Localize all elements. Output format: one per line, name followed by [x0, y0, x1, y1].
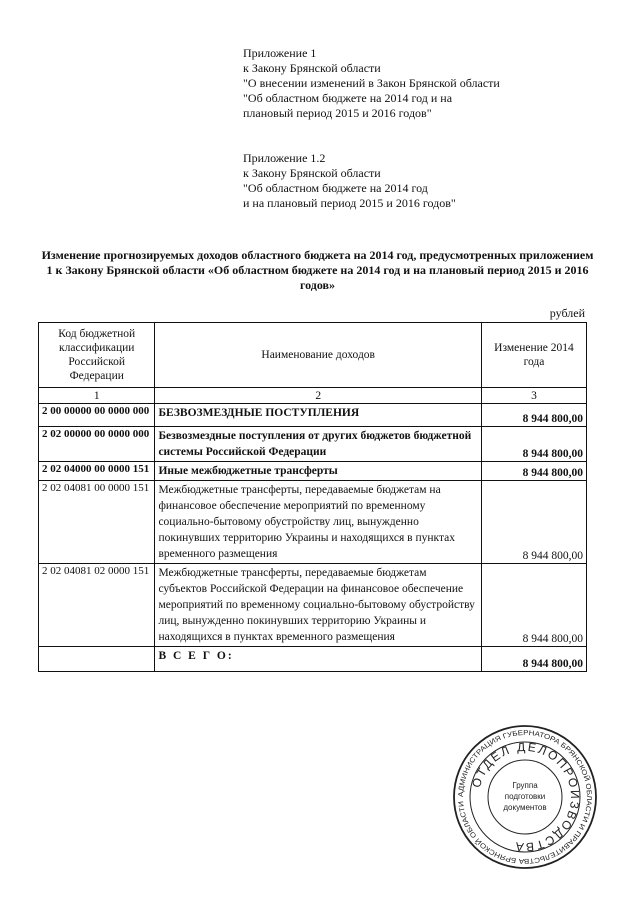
table-row	[39, 481, 587, 564]
appendix-1-line: "Об областном бюджете на 2014 год и на	[243, 91, 453, 105]
column-number: 3	[481, 388, 586, 404]
row-name: БЕЗВОЗМЕЗДНЫЕ ПОСТУПЛЕНИЯ	[155, 404, 482, 427]
row-value: 8 944 800,00	[481, 427, 586, 462]
row-name: Иные межбюджетные трансферты	[155, 462, 482, 481]
row-value: 8 944 800,00	[481, 462, 586, 481]
row-value: 8 944 800,00	[481, 404, 586, 427]
column-number: 1	[39, 388, 155, 404]
row-value: 8 944 800,00	[481, 481, 586, 564]
row-value: 8 944 800,00	[481, 564, 586, 647]
column-number: 2	[155, 388, 482, 404]
row-name: Межбюджетные трансферты, передаваемые бюджетам на финансовое обеспечение мероприятий по временному социально-бытовому обустройству лиц, вынужденно покинувших территорию Украины и находящихся в пунктах временного размещения	[155, 481, 482, 564]
table-row	[39, 427, 587, 462]
appendix-1-block	[243, 46, 500, 121]
row-name: Безвозмездные поступления от других бюджетов бюджетной системы Российской Федерации	[155, 427, 482, 462]
stamp-center-line: подготовки	[504, 792, 546, 801]
stamp-center-line: документов	[503, 803, 547, 812]
row-code: 2 02 04081 02 0000 151	[39, 564, 155, 647]
stamp-center-line: Группа	[512, 781, 538, 790]
document-title: Изменение прогнозируемых доходов областного бюджета на 2014 год, предусмотренных приложением 1 к Закону Брянской области «Об областном бюджете на 2014 год и на плановый период 2015 и 2016 годов»	[41, 248, 594, 292]
row-code: 2 00 00000 00 0000 000	[39, 404, 155, 427]
total-value: 8 944 800,00	[481, 647, 586, 672]
appendix-1-line: к Закону Брянской области	[243, 61, 381, 75]
table-row	[39, 564, 587, 647]
total-row	[39, 647, 587, 672]
office-stamp	[452, 724, 598, 870]
table-row	[39, 462, 587, 481]
row-name: Межбюджетные трансферты, передаваемые бюджетам субъектов Российской Федерации на финансовое обеспечение мероприятий по временному социально-бытовому обустройству лиц, вынужденно покинувших территорию Украины и находящихся в пунктах временного размещения	[155, 564, 482, 647]
appendix-1-line: "О внесении изменений в Закон Брянской области	[243, 76, 500, 90]
units-label: рублей	[549, 306, 585, 320]
appendix-1-line: Приложение 1	[243, 46, 317, 60]
row-code: 2 02 00000 00 0000 000	[39, 427, 155, 462]
total-code-cell	[39, 647, 155, 672]
stamp-outer-textpath: АДМИНИСТРАЦИЯ ГУБЕРНАТОРА БРЯНСКОЙ ОБЛАСТИ И ПРАВИТЕЛЬСТВА БРЯНСКОЙ ОБЛАСТИ	[457, 729, 593, 865]
header-value: Изменение 2014 года	[481, 323, 586, 388]
table-header-row	[39, 323, 587, 388]
total-label: В С Е Г О:	[155, 647, 482, 672]
table-row	[39, 404, 587, 427]
appendix-2-line: Приложение 1.2	[243, 151, 326, 165]
appendix-2-block	[243, 151, 456, 211]
row-code: 2 02 04081 00 0000 151	[39, 481, 155, 564]
income-table	[38, 322, 587, 672]
header-name: Наименование доходов	[155, 323, 482, 388]
appendix-2-line: и на плановый период 2015 и 2016 годов"	[243, 196, 456, 210]
appendix-1-line: плановый период 2015 и 2016 годов"	[243, 106, 432, 120]
stamp-inner-textpath: ОТДЕЛ ДЕЛОПРОИЗВОДСТВА	[468, 739, 583, 855]
appendix-2-line: "Об областном бюджете на 2014 год	[243, 181, 428, 195]
header-code: Код бюджетной классификации Российской Федерации	[39, 323, 155, 388]
row-code: 2 02 04000 00 0000 151	[39, 462, 155, 481]
appendix-2-line: к Закону Брянской области	[243, 166, 381, 180]
column-numbers-row	[39, 388, 587, 404]
